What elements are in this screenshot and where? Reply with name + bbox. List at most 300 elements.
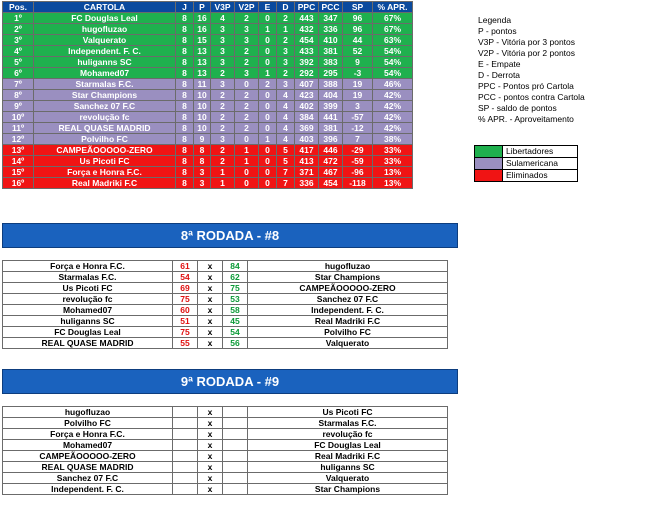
standings-row [3,123,413,134]
standings-cell-p: 8 [194,156,211,167]
standings-cell-ppc: 413 [295,156,319,167]
away-team: Sanchez 07 F.C [248,294,448,305]
standings-cell-pcc: 381 [319,123,343,134]
standings-cell-sp: 19 [343,90,373,101]
standings-row [3,134,413,145]
standings-cell-p: 8 [194,145,211,156]
standings-cell-apr: 42% [373,90,413,101]
eliminados-label: Eliminados [503,170,578,182]
round-8-fixtures [2,260,448,349]
fixture-row [3,294,448,305]
standings-header-row [3,2,413,13]
legend-title: Legenda [478,15,512,25]
standings-cell-v2p: 2 [235,112,259,123]
standings-cell-p: 9 [194,134,211,145]
standings-cell-sp: 44 [343,35,373,46]
standings-cell-pcc: 441 [319,112,343,123]
standings-cell-d: 3 [277,46,295,57]
standings-cell-v3p: 2 [211,145,235,156]
standings-row [3,24,413,35]
standings-row [3,79,413,90]
standings-cell-ppc: 432 [295,24,319,35]
standings-body [3,13,413,189]
standings-cell-d: 5 [277,145,295,156]
home-score [173,451,198,462]
standings-cell-p: 13 [194,68,211,79]
key-libertadores [475,146,578,158]
home-team: REAL QUASE MADRID [3,462,173,473]
away-team: CAMPEÃOOOOO-ZERO [248,283,448,294]
standings-row [3,167,413,178]
away-team: Valquerato [248,473,448,484]
away-score: 58 [223,305,248,316]
legend-item: E - Empate [478,59,521,69]
sulamericana-label: Sulamericana [503,158,578,170]
versus-separator: x [198,327,223,338]
away-score [223,407,248,418]
versus-separator: x [198,484,223,495]
standings-cell-e: 2 [259,79,277,90]
standings-cell-p: 3 [194,178,211,189]
standings-row [3,35,413,46]
standings-cell-pcc: 446 [319,145,343,156]
standings-cell-pcc: 399 [319,101,343,112]
standings-cell-e: 0 [259,101,277,112]
standings-cell-v2p: 0 [235,178,259,189]
standings-cell-d: 2 [277,35,295,46]
away-team: Real Madriki F.C [248,451,448,462]
fixture-row [3,440,448,451]
standings-cell-j: 8 [176,24,194,35]
standings-cell-e: 0 [259,156,277,167]
fixture-row [3,272,448,283]
standings-cell-p: 10 [194,90,211,101]
standings-cell-v3p: 2 [211,101,235,112]
away-score [223,440,248,451]
standings-cell-v3p: 3 [211,57,235,68]
standings-cell-sp: -59 [343,156,373,167]
standings-cell-apr: 33% [373,145,413,156]
home-team: Mohamed07 [3,305,173,316]
away-team: Real Madriki F.C [248,316,448,327]
standings-cell-e: 0 [259,46,277,57]
home-score: 75 [173,294,198,305]
versus-separator: x [198,429,223,440]
fixture-row [3,316,448,327]
standings-cell-v3p: 3 [211,35,235,46]
home-score [173,407,198,418]
standings-cell-pos: 11º [3,123,34,134]
sulamericana-swatch [475,158,503,170]
key-eliminados [475,170,578,182]
home-score [173,462,198,473]
standings-cell-apr: 54% [373,57,413,68]
standings-cell-v2p: 2 [235,101,259,112]
standings-cell-v2p: 1 [235,156,259,167]
col-sp: SP [343,2,373,13]
standings-cell-d: 4 [277,90,295,101]
standings-cell-team: hugofluzao [34,24,176,35]
standings-cell-d: 7 [277,167,295,178]
home-score: 51 [173,316,198,327]
standings-cell-p: 3 [194,167,211,178]
versus-separator: x [198,316,223,327]
standings-cell-v3p: 1 [211,167,235,178]
home-score: 61 [173,261,198,272]
home-team: Sanchez 07 F.C [3,473,173,484]
col-p: P [194,2,211,13]
home-score [173,484,198,495]
standings-cell-v2p: 2 [235,57,259,68]
away-team: Star Champions [248,484,448,495]
standings-cell-d: 2 [277,68,295,79]
fixture-row [3,338,448,349]
away-team: huliganns SC [248,462,448,473]
standings-cell-v2p: 0 [235,167,259,178]
standings-cell-ppc: 454 [295,35,319,46]
versus-separator: x [198,418,223,429]
away-score [223,451,248,462]
standings-row [3,145,413,156]
home-score: 60 [173,305,198,316]
away-score [223,418,248,429]
round-8-banner: 8ª RODADA - #8 [2,223,458,248]
legend-item: % APR. - Aproveitamento [478,114,574,124]
standings-cell-pcc: 472 [319,156,343,167]
standings-cell-sp: 52 [343,46,373,57]
home-team: Força e Honra F.C. [3,261,173,272]
standings-cell-v2p: 3 [235,35,259,46]
standings-cell-e: 1 [259,134,277,145]
col-d: D [277,2,295,13]
standings-cell-pos: 13º [3,145,34,156]
standings-cell-apr: 38% [373,134,413,145]
standings-cell-ppc: 371 [295,167,319,178]
standings-cell-pcc: 454 [319,178,343,189]
standings-cell-pcc: 396 [319,134,343,145]
home-score: 75 [173,327,198,338]
standings-cell-pos: 4º [3,46,34,57]
versus-separator: x [198,272,223,283]
home-team: huliganns SC [3,316,173,327]
standings-cell-j: 8 [176,13,194,24]
col-cartola: CARTOLA [34,2,176,13]
legend-item: V3P - Vitória por 3 pontos [478,37,576,47]
standings-cell-d: 4 [277,101,295,112]
away-team: Polvilho FC [248,327,448,338]
versus-separator: x [198,462,223,473]
away-team: Starmalas F.C. [248,418,448,429]
standings-cell-team: Star Champions [34,90,176,101]
home-team: Starmalas F.C. [3,272,173,283]
standings-cell-e: 1 [259,24,277,35]
libertadores-label: Libertadores [503,146,578,158]
standings-row [3,57,413,68]
home-score: 54 [173,272,198,283]
standings-cell-team: Mohamed07 [34,68,176,79]
versus-separator: x [198,473,223,484]
standings-cell-p: 13 [194,57,211,68]
standings-cell-sp: -29 [343,145,373,156]
standings-cell-pos: 5º [3,57,34,68]
standings-cell-v3p: 3 [211,24,235,35]
standings-cell-p: 13 [194,46,211,57]
standings-cell-team: Sanchez 07 F.C [34,101,176,112]
standings-cell-team: huliganns SC [34,57,176,68]
standings-cell-team: REAL QUASE MADRID [34,123,176,134]
versus-separator: x [198,294,223,305]
fixture-row [3,283,448,294]
standings-cell-apr: 13% [373,178,413,189]
versus-separator: x [198,407,223,418]
standings-cell-d: 7 [277,178,295,189]
away-team: Independent. F. C. [248,305,448,316]
standings-cell-p: 15 [194,35,211,46]
standings-cell-apr: 54% [373,46,413,57]
col-pos: Pos. [3,2,34,13]
versus-separator: x [198,261,223,272]
away-score [223,429,248,440]
fixture-row [3,407,448,418]
standings-cell-pos: 12º [3,134,34,145]
standings-cell-v3p: 2 [211,90,235,101]
libertadores-swatch [475,146,503,158]
standings-cell-pos: 16º [3,178,34,189]
standings-cell-pos: 2º [3,24,34,35]
standings-cell-ppc: 417 [295,145,319,156]
col-ppc: PPC [295,2,319,13]
legend-item: PPC - Pontos pró Cartola [478,81,574,91]
standings-cell-j: 8 [176,35,194,46]
standings-cell-team: Real Madriki F.C [34,178,176,189]
standings-cell-sp: -96 [343,167,373,178]
standings-cell-e: 0 [259,90,277,101]
fixture-row [3,484,448,495]
away-score: 53 [223,294,248,305]
home-score: 69 [173,283,198,294]
standings-cell-v3p: 3 [211,46,235,57]
standings-cell-v2p: 2 [235,13,259,24]
home-score [173,440,198,451]
standings-cell-apr: 63% [373,35,413,46]
standings-cell-d: 4 [277,134,295,145]
standings-cell-pos: 14º [3,156,34,167]
standings-cell-p: 16 [194,24,211,35]
standings-cell-pos: 9º [3,101,34,112]
away-score [223,473,248,484]
home-score [173,429,198,440]
standings-cell-d: 3 [277,79,295,90]
away-score [223,462,248,473]
home-team: Polvilho FC [3,418,173,429]
standings-row [3,46,413,57]
home-team: revolução fc [3,294,173,305]
standings-cell-apr: 33% [373,156,413,167]
standings-cell-j: 8 [176,123,194,134]
standings-cell-v3p: 3 [211,134,235,145]
fixture-row [3,451,448,462]
standings-cell-v3p: 2 [211,123,235,134]
standings-cell-v2p: 2 [235,90,259,101]
standings-cell-ppc: 402 [295,101,319,112]
col-pcc: PCC [319,2,343,13]
standings-cell-e: 0 [259,112,277,123]
standings-cell-j: 8 [176,134,194,145]
home-team: Mohamed07 [3,440,173,451]
standings-cell-p: 10 [194,112,211,123]
standings-cell-d: 5 [277,156,295,167]
home-team: Independent. F. C. [3,484,173,495]
standings-cell-j: 8 [176,90,194,101]
versus-separator: x [198,283,223,294]
standings-cell-e: 0 [259,167,277,178]
away-score: 54 [223,327,248,338]
standings-cell-ppc: 292 [295,68,319,79]
standings-row [3,101,413,112]
zone-key [474,145,578,182]
standings-cell-j: 8 [176,178,194,189]
standings-cell-j: 8 [176,46,194,57]
standings-cell-v3p: 2 [211,156,235,167]
away-team: Us Picoti FC [248,407,448,418]
standings-cell-ppc: 336 [295,178,319,189]
standings-cell-team: Polvilho FC [34,134,176,145]
away-team: Valquerato [248,338,448,349]
standings-cell-p: 16 [194,13,211,24]
standings-cell-pcc: 381 [319,46,343,57]
fixture-row [3,462,448,473]
standings-row [3,13,413,24]
eliminados-swatch [475,170,503,182]
standings-cell-sp: 96 [343,13,373,24]
standings-cell-apr: 13% [373,167,413,178]
standings-cell-j: 8 [176,57,194,68]
key-sulamericana [475,158,578,170]
standings-cell-e: 0 [259,13,277,24]
standings-cell-e: 0 [259,145,277,156]
standings-cell-ppc: 392 [295,57,319,68]
standings-cell-ppc: 369 [295,123,319,134]
home-score [173,473,198,484]
standings-cell-j: 8 [176,156,194,167]
standings-cell-v2p: 1 [235,145,259,156]
standings-cell-pcc: 410 [319,35,343,46]
standings-cell-pcc: 404 [319,90,343,101]
standings-cell-pos: 15º [3,167,34,178]
standings-cell-v3p: 1 [211,178,235,189]
versus-separator: x [198,451,223,462]
home-team: CAMPEÃOOOOO-ZERO [3,451,173,462]
standings-table [2,1,413,189]
legend-item: PCC - pontos contra Cartola [478,92,585,102]
home-team: Us Picoti FC [3,283,173,294]
home-team: Força e Honra F.C. [3,429,173,440]
legend-item: V2P - Vitória por 2 pontos [478,48,576,58]
fixture-row [3,261,448,272]
away-score: 84 [223,261,248,272]
standings-cell-ppc: 407 [295,79,319,90]
standings-cell-sp: 3 [343,101,373,112]
standings-cell-v3p: 2 [211,68,235,79]
col-e: E [259,2,277,13]
standings-cell-j: 8 [176,79,194,90]
standings-cell-d: 2 [277,13,295,24]
fixture-row [3,429,448,440]
standings-cell-ppc: 384 [295,112,319,123]
legend-item: P - pontos [478,26,517,36]
standings-cell-team: Independent. F. C. [34,46,176,57]
standings-cell-j: 8 [176,145,194,156]
legend-item: SP - saldo de pontos [478,103,557,113]
standings-cell-apr: 42% [373,123,413,134]
versus-separator: x [198,305,223,316]
standings-cell-p: 11 [194,79,211,90]
standings-cell-apr: 54% [373,68,413,79]
away-team: revolução fc [248,429,448,440]
round-9-fixtures [2,406,448,495]
standings-cell-pcc: 383 [319,57,343,68]
standings-cell-ppc: 433 [295,46,319,57]
standings-cell-apr: 42% [373,101,413,112]
home-team: REAL QUASE MADRID [3,338,173,349]
standings-cell-sp: -57 [343,112,373,123]
standings-cell-v2p: 3 [235,68,259,79]
standings-cell-apr: 67% [373,13,413,24]
standings-cell-p: 10 [194,123,211,134]
standings-cell-d: 4 [277,123,295,134]
home-score [173,418,198,429]
standings-cell-j: 8 [176,101,194,112]
standings-cell-pcc: 347 [319,13,343,24]
standings-cell-team: revolução fc [34,112,176,123]
legend [478,15,585,125]
standings-cell-apr: 46% [373,79,413,90]
standings-cell-ppc: 443 [295,13,319,24]
standings-cell-pos: 7º [3,79,34,90]
standings-cell-v2p: 0 [235,79,259,90]
standings-cell-pcc: 388 [319,79,343,90]
versus-separator: x [198,338,223,349]
away-score [223,484,248,495]
fixture-row [3,327,448,338]
standings-cell-team: Valquerato [34,35,176,46]
standings-cell-e: 1 [259,68,277,79]
standings-cell-sp: 7 [343,134,373,145]
col-v2p: V2P [235,2,259,13]
standings-cell-v3p: 3 [211,79,235,90]
standings-cell-pcc: 336 [319,24,343,35]
standings-cell-team: CAMPEÃOOOOO-ZERO [34,145,176,156]
away-team: Star Champions [248,272,448,283]
standings-cell-v3p: 4 [211,13,235,24]
standings-row [3,156,413,167]
standings-cell-v2p: 2 [235,123,259,134]
fixture-row [3,305,448,316]
standings-cell-sp: -3 [343,68,373,79]
standings-cell-j: 8 [176,167,194,178]
standings-cell-e: 0 [259,35,277,46]
away-score: 62 [223,272,248,283]
legend-item: D - Derrota [478,70,521,80]
away-team: hugofluzao [248,261,448,272]
standings-cell-v2p: 3 [235,24,259,35]
standings-cell-d: 4 [277,112,295,123]
away-score: 45 [223,316,248,327]
col-apr: % APR. [373,2,413,13]
standings-cell-e: 0 [259,178,277,189]
standings-cell-sp: 9 [343,57,373,68]
home-team: hugofluzao [3,407,173,418]
